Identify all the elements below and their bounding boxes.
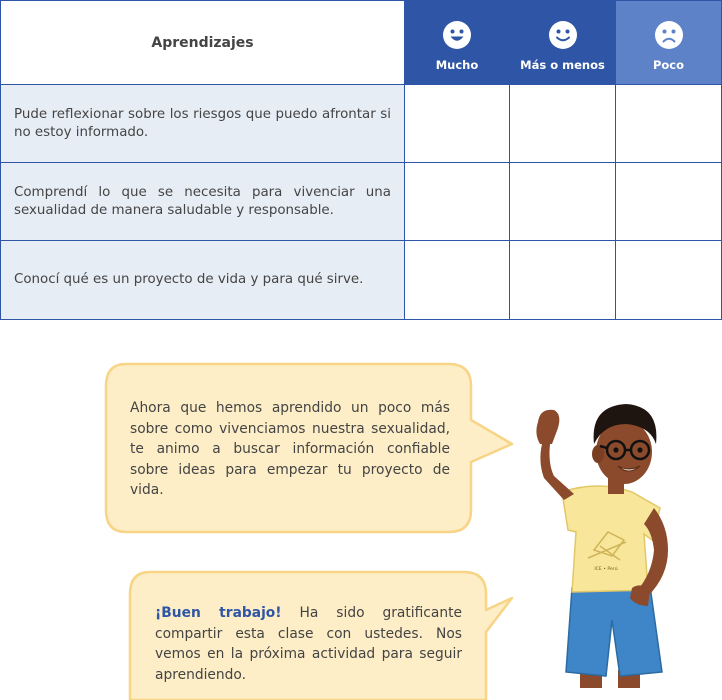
header-label: Aprendizajes — [151, 34, 254, 51]
row-text: Conocí qué es un proyecto de vida y para qué sirve. — [14, 272, 364, 287]
boy-character-illustration — [528, 400, 678, 688]
column-header-mas-o-menos — [509, 0, 616, 85]
table-row-text — [0, 162, 405, 241]
checkbox-cell-mas-o-menos[interactable] — [509, 84, 616, 163]
checkbox-cell-mucho[interactable] — [404, 240, 510, 320]
checkbox-cell-poco[interactable] — [615, 162, 722, 241]
column-label: Más o menos — [520, 58, 605, 72]
row-text: Pude reflexionar sobre los riesgos que puedo afrontar si no estoy informado. — [14, 106, 391, 140]
bubble-1-text: Ahora que hemos aprendido un poco más sobre como vivenciamos nuestra sexualidad, te animo a buscar información confiable sobre ideas para empezar tu proyecto de vida. — [130, 400, 450, 498]
checkbox-cell-mas-o-menos[interactable] — [509, 240, 616, 320]
column-header-mucho — [404, 0, 510, 85]
happy-face-icon — [442, 20, 472, 50]
column-label: Mucho — [435, 58, 479, 72]
row-text: Comprendí lo que se necesita para vivenciar una sexualidad de manera saludable y responsable. — [14, 184, 391, 218]
table-row-text — [0, 84, 405, 163]
speech-bubble-2 — [128, 570, 528, 700]
self-assessment-table — [0, 0, 722, 320]
checkbox-cell-mucho[interactable] — [404, 84, 510, 163]
bubble-2-emphasis: ¡Buen trabajo! — [155, 605, 282, 621]
table-row-text — [0, 240, 405, 320]
checkbox-cell-poco[interactable] — [615, 240, 722, 320]
sad-face-icon — [654, 20, 684, 50]
bubble-2-text — [155, 603, 462, 685]
shirt-logo-text: ICE • Perú — [594, 567, 618, 572]
checkbox-cell-mas-o-menos[interactable] — [509, 162, 616, 241]
checkbox-cell-poco[interactable] — [615, 84, 722, 163]
checkbox-cell-mucho[interactable] — [404, 162, 510, 241]
speech-bubble-1 — [104, 362, 524, 534]
smile-face-icon — [548, 20, 578, 50]
table-header-aprendizajes — [0, 0, 405, 85]
column-header-poco — [615, 0, 722, 85]
column-label: Poco — [652, 58, 685, 72]
bubble-2-body: Ha sido gratificante compartir esta clase con ustedes. Nos vemos en la próxima actividad para seguir aprendiendo. — [155, 605, 462, 683]
